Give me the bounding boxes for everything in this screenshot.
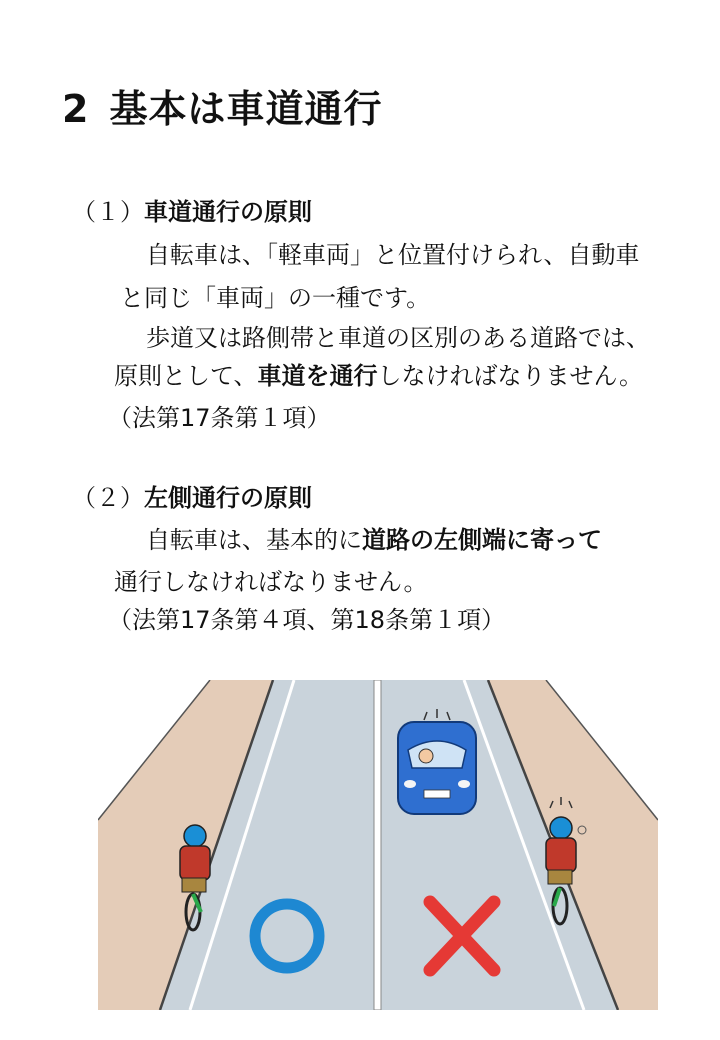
section-2-line-2: 通行しなければなりません。	[114, 568, 428, 596]
text-segment: 原則として、	[114, 362, 258, 390]
section-1-line-1: 自転車は、「軽車両」と位置付けられ、自動車	[146, 241, 640, 269]
emphasis-drive-on-road: 車道を通行	[257, 362, 378, 390]
section-2-line-1	[146, 520, 602, 555]
text-segment: しなければなりません。	[377, 362, 643, 390]
text-segment: 自転車は、基本的に	[146, 526, 362, 554]
section-2-index: （２）	[72, 484, 144, 512]
title-number: 2	[62, 87, 90, 131]
section-1-law-reference: （法第17条第１項）	[108, 404, 331, 432]
center-line	[374, 680, 381, 1010]
section-1-line-2: と同じ「車両」の一種です。	[120, 284, 431, 312]
section-2-heading	[72, 478, 312, 513]
section-1-index: （１）	[72, 198, 144, 226]
title-text: 基本は車道通行	[109, 87, 383, 131]
section-1-heading	[72, 192, 312, 227]
section-1-line-3: 歩道又は路側帯と車道の区別のある道路では、	[146, 324, 650, 352]
section-1-line-4	[114, 356, 643, 391]
road-illustration	[98, 680, 658, 1010]
car-icon	[398, 709, 476, 814]
section-1-title: 車道通行の原則	[144, 198, 312, 226]
emphasis-keep-left: 道路の左側端に寄って	[362, 526, 602, 554]
page-title	[62, 78, 382, 133]
section-2-law-reference: （法第17条第４項、第18条第１項）	[108, 606, 506, 634]
section-2-title: 左側通行の原則	[144, 484, 312, 512]
